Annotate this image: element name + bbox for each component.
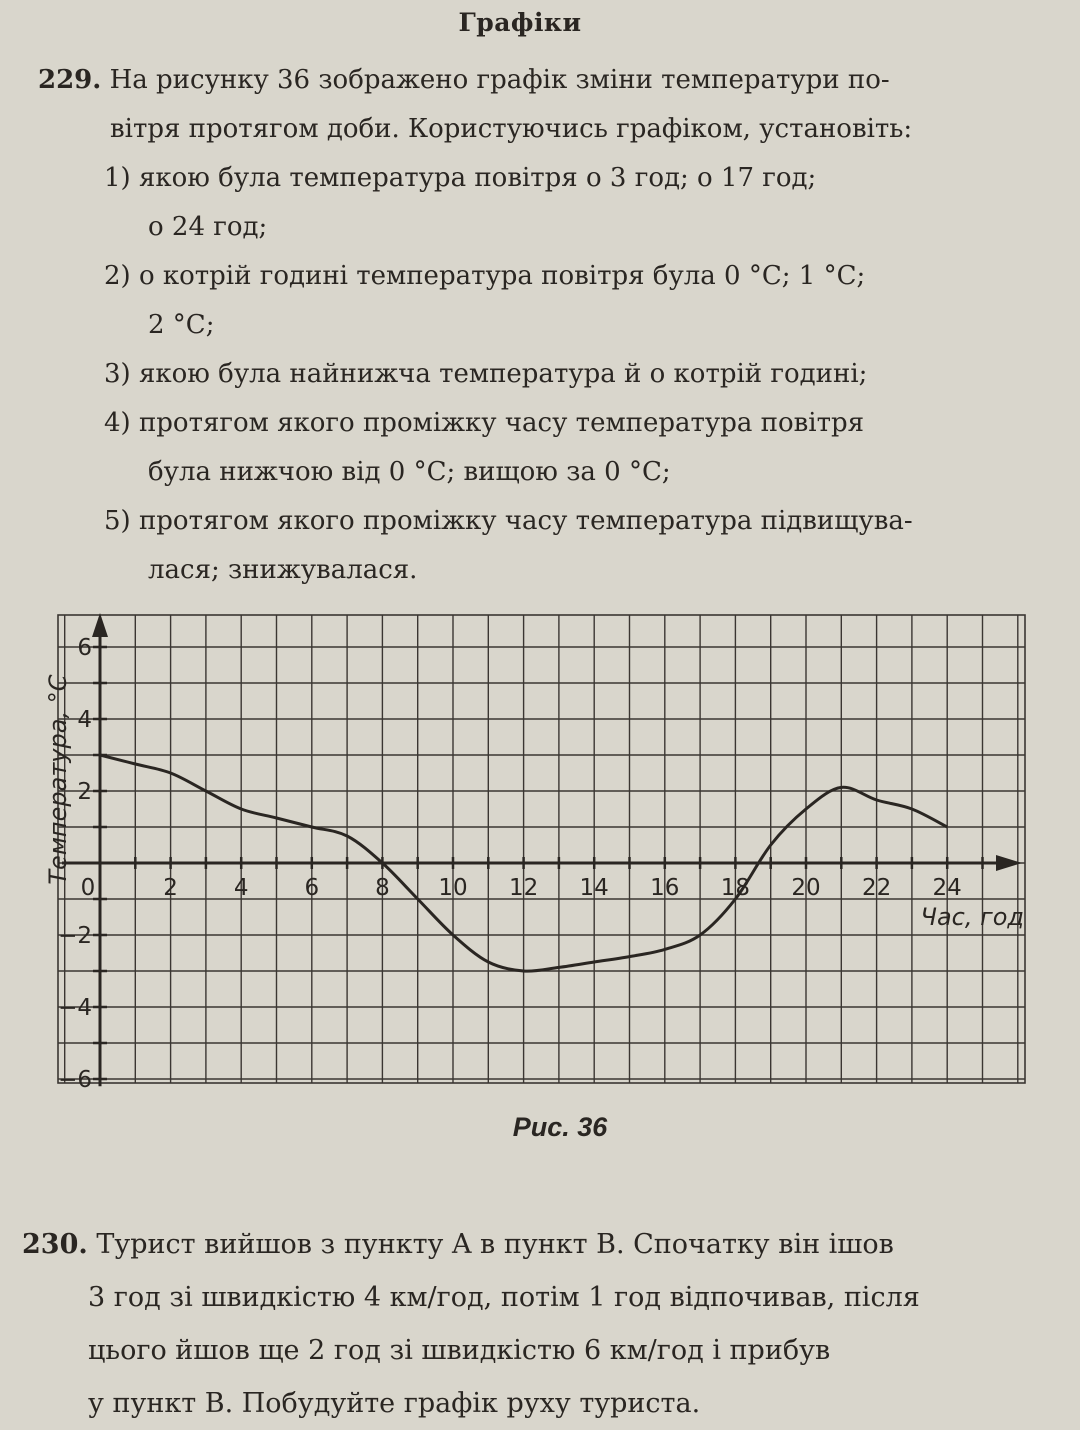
problem-230-line-3: цього йшов ще 2 год зі швидкістю 6 км/год і прибув — [88, 1335, 831, 1366]
y-tick-label: −6 — [58, 1067, 92, 1093]
x-tick-label: 14 — [579, 875, 609, 901]
x-tick-label: 12 — [508, 875, 539, 901]
problem-229 — [38, 56, 1028, 595]
problem-230-line-2: 3 год зі швидкістю 4 км/год, потім 1 год відпочивав, після — [88, 1282, 920, 1313]
y-tick-label: 2 — [77, 779, 92, 805]
problem-number: 229. — [38, 65, 102, 95]
temperature-chart — [40, 605, 1040, 1095]
x-tick-label: 0 — [80, 875, 96, 901]
y-tick-label: −2 — [58, 923, 92, 949]
x-tick-label: 20 — [791, 875, 821, 901]
x-tick-label: 16 — [650, 875, 680, 901]
y-tick-label: −4 — [58, 995, 92, 1021]
figure-caption: Рис. 36 — [512, 1112, 608, 1142]
x-tick-label: 2 — [163, 875, 178, 901]
problem-number: 230. — [22, 1229, 88, 1260]
question-item-5: 5) протягом якого проміжку часу температура підвищува- лася; знижувалася. — [104, 506, 913, 585]
x-axis-label: Час, год — [920, 903, 1024, 931]
x-tick-label: 24 — [932, 875, 962, 901]
y-tick-label: 4 — [77, 707, 92, 733]
y-axis-label: Температура, °C — [44, 674, 72, 885]
x-tick-label: 18 — [720, 875, 751, 901]
x-tick-label: 22 — [861, 875, 892, 901]
x-tick-label: 8 — [375, 875, 390, 901]
problem-229-intro-2: вітря протягом доби. Користуючись графіком, установіть: — [110, 114, 913, 144]
chart-grid — [58, 615, 1025, 1083]
problem-230-line-4: у пункт B. Побудуйте графік руху туриста. — [88, 1388, 701, 1419]
section-header: Графіки — [458, 8, 582, 37]
y-axis-arrow-icon — [92, 613, 108, 637]
question-item-2: 2) о котрій годині температура повітря була 0 °C; 1 °C; 2 °C; — [104, 261, 866, 340]
problem-230-line-1: 230. Турист вийшов з пункту A в пункт B. Спочатку він ішов — [22, 1229, 894, 1260]
y-tick-label: 6 — [77, 635, 92, 661]
x-tick-label: 4 — [233, 875, 249, 901]
grid-border — [58, 615, 1025, 1083]
question-item-1: 1) якою була температура повітря о 3 год; о 17 год; о 24 год; — [104, 163, 817, 242]
x-tick-label: 6 — [304, 875, 320, 901]
problem-229-intro-1: 229. На рисунку 36 зображено графік зміни температури по- — [38, 65, 890, 95]
chart-svg — [40, 605, 1040, 1095]
question-item-3: 3) якою була найнижча температура й о котрій годині; — [104, 359, 868, 389]
x-tick-label: 10 — [438, 875, 468, 901]
problem-230 — [22, 1218, 1047, 1430]
question-item-4: 4) протягом якого проміжку часу температура повітря була нижчою від 0 °C; вищою за 0 °C; — [104, 408, 864, 487]
